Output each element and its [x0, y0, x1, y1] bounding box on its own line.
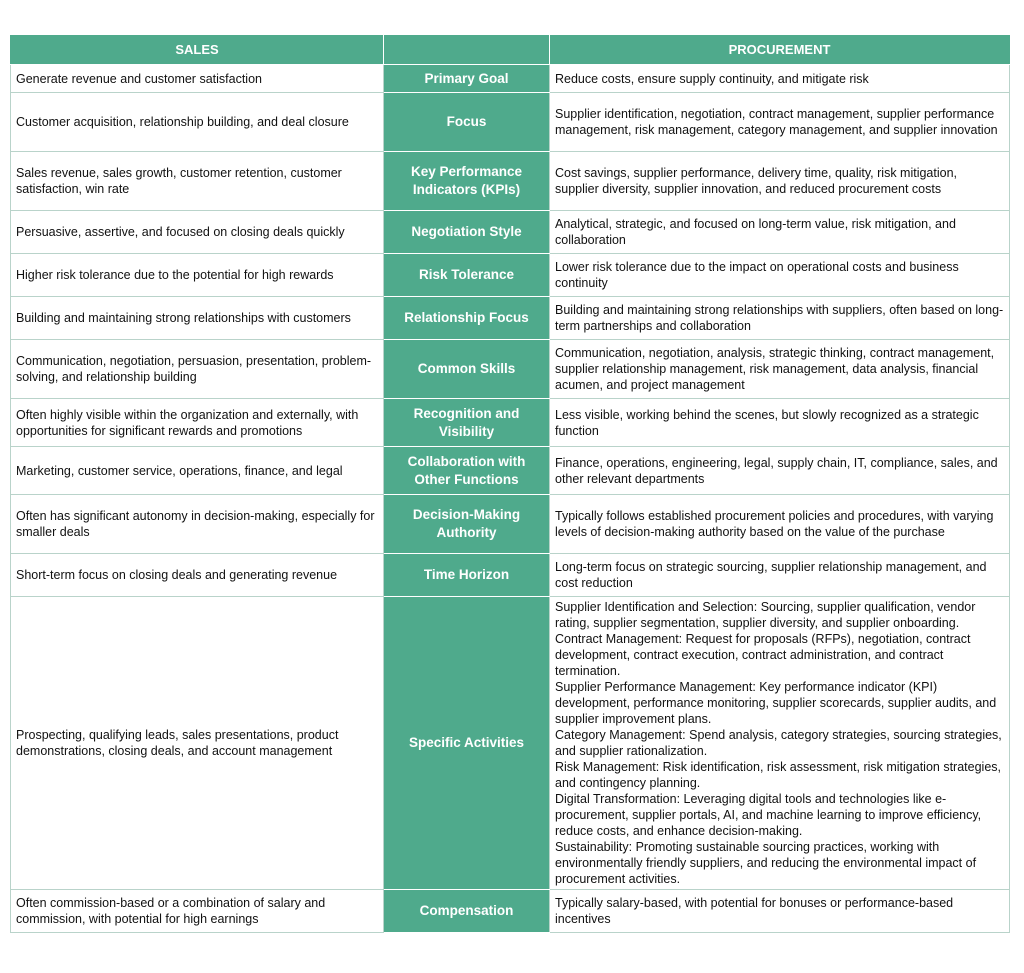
activity-item: Supplier Performance Management: Key performance indicator (KPI) development, performance monitoring, supplier scorecards, supplier audits, and supplier improvement plans. [555, 680, 997, 726]
table-row [11, 297, 1010, 340]
attribute-cell: Key Performance Indicators (KPIs) [384, 152, 550, 211]
table-row [11, 340, 1010, 399]
activity-item: Sustainability: Promoting sustainable sourcing practices, working with environmentally friendly suppliers, and reducing the environmental impact of procurement activities. [555, 840, 977, 886]
activity-item: Risk Management: Risk identification, risk assessment, risk mitigation strategies, and contingency planning. [555, 760, 1001, 790]
procurement-cell: Less visible, working behind the scenes, but slowly recognized as a strategic function [550, 399, 1010, 447]
sales-vs-procurement-table [10, 35, 1010, 933]
attribute-cell: Specific Activities [384, 597, 550, 890]
procurement-cell: Typically salary-based, with potential for bonuses or performance-based incentives [550, 890, 1010, 933]
table-row [11, 399, 1010, 447]
sales-cell: Customer acquisition, relationship building, and deal closure [11, 93, 384, 152]
sales-cell: Persuasive, assertive, and focused on closing deals quickly [11, 211, 384, 254]
attribute-cell: Decision-Making Authority [384, 495, 550, 554]
sales-cell: Higher risk tolerance due to the potential for high rewards [11, 254, 384, 297]
attribute-cell: Collaboration with Other Functions [384, 447, 550, 495]
attribute-cell: Relationship Focus [384, 297, 550, 340]
attribute-cell: Focus [384, 93, 550, 152]
sales-cell: Often has significant autonomy in decision-making, especially for smaller deals [11, 495, 384, 554]
activity-item: Contract Management: Request for proposals (RFPs), negotiation, contract development, contract execution, contract administration, and contract termination. [555, 632, 971, 678]
attribute-cell: Primary Goal [384, 65, 550, 93]
table-row [11, 554, 1010, 597]
procurement-cell: Supplier identification, negotiation, contract management, supplier performance management, risk management, category management, and supplier innovation [550, 93, 1010, 152]
attribute-column-header [384, 36, 550, 65]
procurement-cell: Building and maintaining strong relationships with suppliers, often based on long-term partnerships and collaboration [550, 297, 1010, 340]
procurement-activities-cell [550, 597, 1010, 890]
sales-cell: Marketing, customer service, operations, finance, and legal [11, 447, 384, 495]
attribute-cell: Risk Tolerance [384, 254, 550, 297]
activity-item: Category Management: Spend analysis, category strategies, sourcing strategies, and supplier rationalization. [555, 728, 1002, 758]
attribute-cell: Recognition and Visibility [384, 399, 550, 447]
procurement-cell: Analytical, strategic, and focused on long-term value, risk mitigation, and collaboration [550, 211, 1010, 254]
sales-cell: Often highly visible within the organization and externally, with opportunities for significant rewards and promotions [11, 399, 384, 447]
sales-cell: Prospecting, qualifying leads, sales presentations, product demonstrations, closing deals, and account management [11, 597, 384, 890]
sales-cell: Communication, negotiation, persuasion, presentation, problem-solving, and relationship building [11, 340, 384, 399]
sales-cell: Sales revenue, sales growth, customer retention, customer satisfaction, win rate [11, 152, 384, 211]
procurement-cell: Lower risk tolerance due to the impact on operational costs and business continuity [550, 254, 1010, 297]
procurement-cell: Long-term focus on strategic sourcing, supplier relationship management, and cost reduction [550, 554, 1010, 597]
procurement-cell: Typically follows established procurement policies and procedures, with varying levels of decision-making authority based on the value of the purchase [550, 495, 1010, 554]
table-row [11, 890, 1010, 933]
table-row [11, 597, 1010, 890]
procurement-cell: Communication, negotiation, analysis, strategic thinking, contract management, supplier relationship management, risk management, data analysis, financial acumen, and project management [550, 340, 1010, 399]
procurement-cell: Finance, operations, engineering, legal, supply chain, IT, compliance, sales, and other relevant departments [550, 447, 1010, 495]
table-row [11, 93, 1010, 152]
attribute-cell: Negotiation Style [384, 211, 550, 254]
sales-cell: Generate revenue and customer satisfaction [11, 65, 384, 93]
sales-cell: Building and maintaining strong relationships with customers [11, 297, 384, 340]
table-row [11, 495, 1010, 554]
table-row [11, 65, 1010, 93]
table-row [11, 254, 1010, 297]
attribute-cell: Time Horizon [384, 554, 550, 597]
sales-column-header: SALES [11, 36, 384, 65]
table-row [11, 152, 1010, 211]
attribute-cell: Common Skills [384, 340, 550, 399]
activity-item: Digital Transformation: Leveraging digital tools and technologies like e-procurement, supplier portals, AI, and machine learning to improve efficiency, reduce costs, and enhance decision-making. [555, 792, 982, 838]
procurement-cell: Cost savings, supplier performance, delivery time, quality, risk mitigation, supplier diversity, supplier innovation, and reduced procurement costs [550, 152, 1010, 211]
activity-item: Supplier Identification and Selection: Sourcing, supplier qualification, vendor rating, supplier segmentation, supplier diversity, and supplier onboarding. [555, 600, 976, 630]
table-header-row [11, 36, 1010, 65]
procurement-column-header: PROCUREMENT [550, 36, 1010, 65]
table-row [11, 211, 1010, 254]
attribute-cell: Compensation [384, 890, 550, 933]
procurement-cell: Reduce costs, ensure supply continuity, and mitigate risk [550, 65, 1010, 93]
sales-cell: Often commission-based or a combination of salary and commission, with potential for high earnings [11, 890, 384, 933]
table-row [11, 447, 1010, 495]
sales-cell: Short-term focus on closing deals and generating revenue [11, 554, 384, 597]
